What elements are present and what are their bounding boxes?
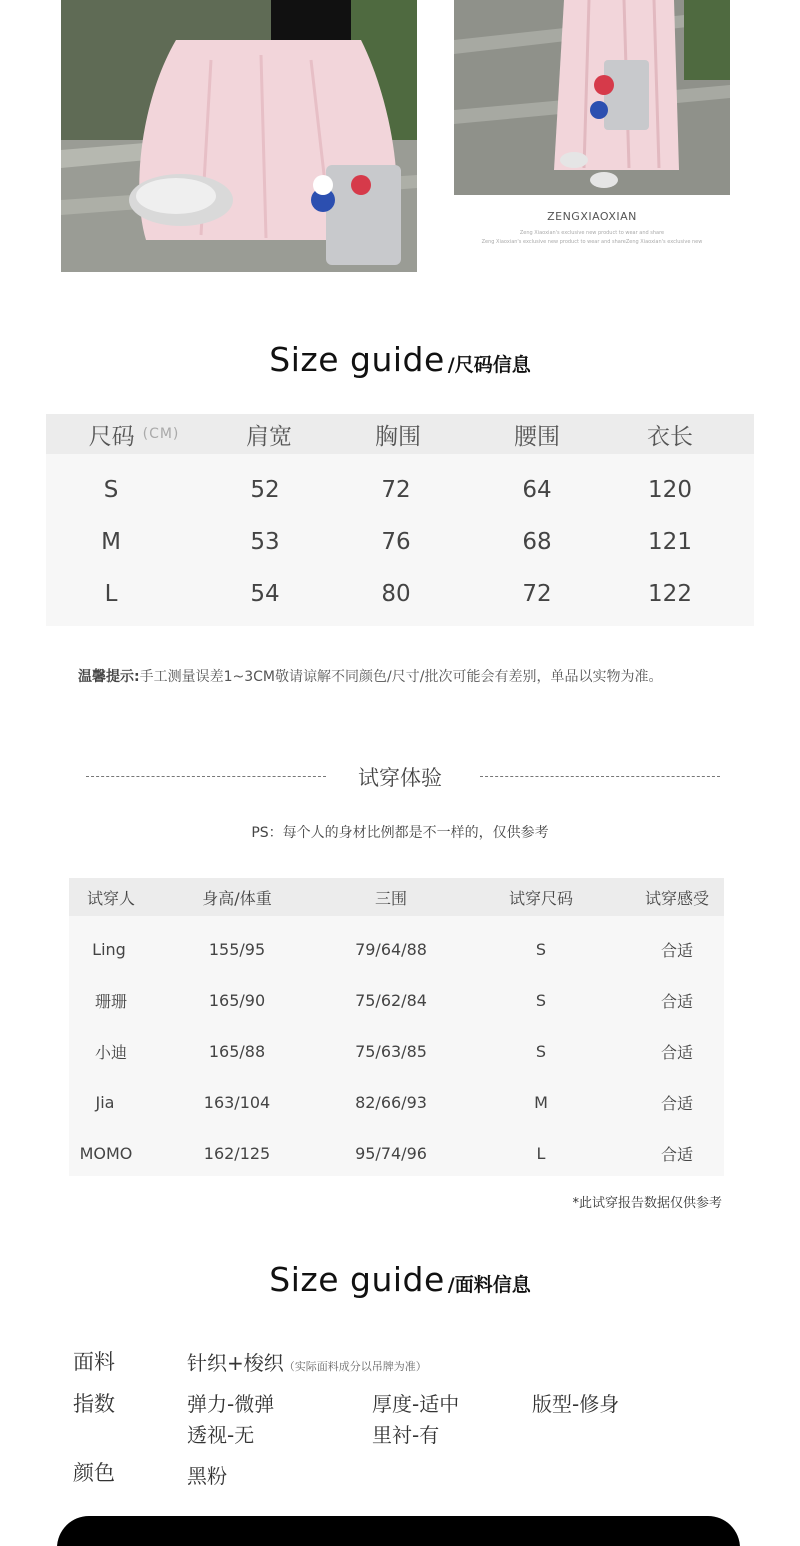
measurement-tip (78, 666, 662, 686)
try-cell: 合适 (660, 1094, 693, 1113)
try-cell: 合适 (660, 1043, 693, 1062)
try-cell: 165/90 (208, 991, 266, 1010)
try-row (69, 1128, 724, 1179)
try-row (69, 975, 724, 1026)
try-cell: 合适 (660, 1145, 693, 1164)
fabric-lining: 里衬-有 (372, 1423, 440, 1447)
size-header-length: 衣长 (647, 423, 693, 450)
size-header-waist: 腰围 (514, 423, 560, 450)
try-header-measurements: 三围 (374, 888, 407, 908)
fabric-fit: 版型-修身 (532, 1392, 620, 1416)
try-row (69, 1077, 724, 1128)
size-cell: S (103, 477, 119, 503)
try-cell: M (534, 1093, 548, 1112)
fabric-material-note: （实际面料成分以吊牌为准） (283, 1360, 427, 1373)
size-row (46, 464, 754, 516)
fabric-guide-title-text: Size guide (269, 1260, 445, 1299)
next-section-banner (57, 1516, 740, 1546)
try-cell: 82/66/93 (355, 1093, 427, 1112)
try-cell: MOMO (79, 1144, 133, 1163)
try-row (69, 1026, 724, 1077)
size-cell: 120 (648, 477, 692, 503)
size-cell: 80 (381, 581, 411, 607)
try-cell: 163/104 (203, 1093, 271, 1112)
try-cell: 75/62/84 (355, 991, 427, 1010)
try-header-height-weight: 身高/体重 (202, 888, 272, 908)
try-on-ps: PS：每个人的身材比例都是不一样的，仅供参考 (251, 825, 549, 841)
fabric-index-label: 指数 (73, 1392, 115, 1416)
tip-text: 手工测量误差1~3CM敬请谅解不同颜色/尺寸/批次可能会有差别，单品以实物为准。 (139, 669, 663, 685)
brand-caption (454, 210, 730, 247)
try-header-feeling: 试穿感受 (644, 888, 709, 908)
fabric-color-label: 颜色 (73, 1461, 115, 1485)
try-header-person: 试穿人 (86, 888, 135, 908)
size-cell: 72 (522, 581, 552, 607)
product-photo-right (454, 0, 730, 195)
try-cell: L (536, 1144, 546, 1163)
size-header-label: 尺码 (88, 423, 135, 450)
size-guide-subtitle: /尺码信息 (447, 354, 531, 376)
size-guide-title (0, 340, 800, 379)
try-cell: Jia (95, 1093, 115, 1112)
fabric-elastic: 弹力-微弹 (187, 1392, 275, 1416)
size-header-unit: (CM) (142, 426, 180, 442)
fabric-material-value (187, 1347, 427, 1376)
size-cell: 121 (648, 529, 692, 555)
size-cell: 72 (381, 477, 411, 503)
size-cell: L (104, 581, 118, 607)
fabric-see-through: 透视-无 (187, 1423, 255, 1447)
fabric-guide-title (0, 1260, 800, 1299)
size-cell: M (101, 529, 121, 555)
size-cell: 76 (381, 529, 411, 555)
try-on-note: *此试穿报告数据仅供参考 (572, 1196, 722, 1211)
fabric-material-text: 针织+梭织 (187, 1351, 284, 1375)
size-header-size (64, 414, 204, 454)
try-cell: S (535, 991, 547, 1010)
try-cell: 合适 (660, 941, 693, 960)
try-header-size: 试穿尺码 (508, 888, 573, 908)
tip-label: 温馨提示: (78, 669, 140, 685)
try-cell: S (535, 1042, 547, 1061)
try-cell: 165/88 (208, 1042, 266, 1061)
try-table-header (69, 878, 724, 916)
fabric-material-label: 面料 (73, 1350, 115, 1374)
size-cell: 122 (648, 581, 692, 607)
brand-subline-2: Zeng Xiaoxian's exclusive new product to wear and shareZeng Xiaoxian's exclusive new (481, 239, 703, 245)
size-header-shoulder: 肩宽 (246, 423, 292, 450)
size-cell: 54 (250, 581, 280, 607)
try-cell: 小迪 (94, 1043, 127, 1062)
size-cell: 53 (250, 529, 280, 555)
try-cell: 75/63/85 (355, 1042, 427, 1061)
size-table-header (46, 414, 754, 454)
fabric-thickness: 厚度-适中 (372, 1392, 460, 1416)
try-cell: 珊珊 (94, 992, 127, 1011)
size-row (46, 516, 754, 568)
brand-name: ZENGXIAOXIAN (547, 210, 637, 223)
fabric-color-value: 黑粉 (187, 1464, 227, 1488)
size-header-chest: 胸围 (375, 423, 421, 450)
try-on-title: 试穿体验 (358, 766, 442, 790)
try-cell: 155/95 (208, 940, 266, 959)
try-cell: S (535, 940, 547, 959)
size-row (46, 568, 754, 620)
try-cell: 79/64/88 (355, 940, 427, 959)
fabric-guide-subtitle: /面料信息 (447, 1274, 531, 1296)
try-on-table (69, 878, 724, 1176)
try-cell: Ling (92, 940, 126, 959)
try-cell: 95/74/96 (355, 1144, 427, 1163)
brand-subline-1: Zeng Xiaoxian's exclusive new product to wear and share (519, 230, 665, 236)
try-row (69, 924, 724, 975)
try-cell: 162/125 (203, 1144, 271, 1163)
size-cell: 64 (522, 477, 552, 503)
try-cell: 合适 (660, 992, 693, 1011)
size-guide-title-text: Size guide (269, 340, 445, 379)
size-cell: 68 (522, 529, 552, 555)
product-photo-left (61, 0, 417, 272)
size-cell: 52 (250, 477, 280, 503)
size-table (46, 414, 754, 626)
